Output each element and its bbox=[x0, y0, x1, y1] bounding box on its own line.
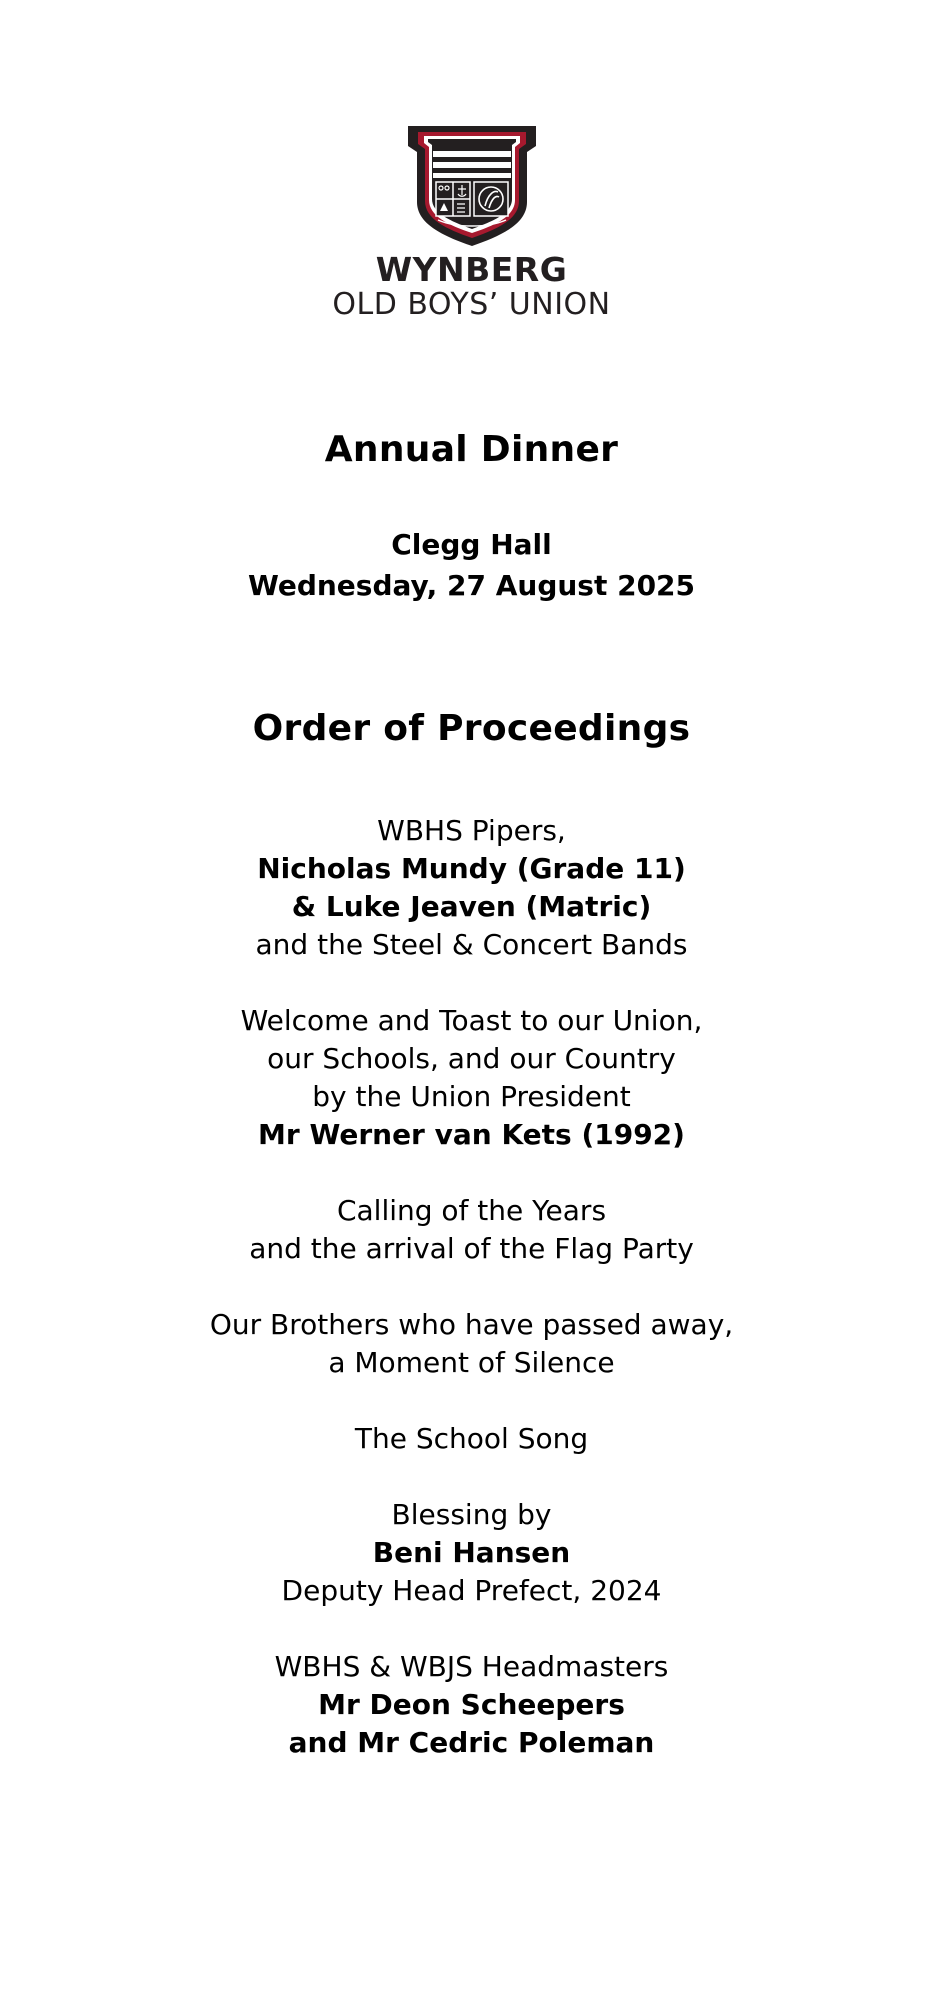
item-line-bold: & Luke Jeaven (Matric) bbox=[291, 890, 652, 923]
union-logo bbox=[0, 124, 943, 322]
item-line: WBHS Pipers, bbox=[377, 814, 566, 847]
proceedings-list bbox=[0, 812, 943, 1800]
proceedings-item bbox=[0, 1192, 943, 1268]
proceedings-title: Order of Proceedings bbox=[252, 708, 691, 749]
school-crest-icon bbox=[406, 124, 538, 248]
item-line: and the Steel & Concert Bands bbox=[255, 928, 688, 961]
item-line: The School Song bbox=[354, 1422, 589, 1455]
item-line-bold: and Mr Cedric Poleman bbox=[288, 1726, 655, 1759]
item-line: Calling of the Years bbox=[336, 1194, 607, 1227]
item-line-bold: Beni Hansen bbox=[372, 1536, 571, 1569]
item-line: Our Brothers who have passed away, bbox=[209, 1308, 734, 1341]
item-line: and the arrival of the Flag Party bbox=[249, 1232, 694, 1265]
event-date: Wednesday, 27 August 2025 bbox=[247, 569, 696, 602]
item-line: a Moment of Silence bbox=[328, 1346, 615, 1379]
proceedings-item bbox=[0, 1306, 943, 1382]
proceedings-item bbox=[0, 1648, 943, 1762]
item-line-bold: Mr Deon Scheepers bbox=[318, 1688, 625, 1721]
item-line-bold: Nicholas Mundy (Grade 11) bbox=[257, 852, 686, 885]
item-line: our Schools, and our Country bbox=[267, 1042, 676, 1075]
item-line: Deputy Head Prefect, 2024 bbox=[281, 1574, 662, 1607]
event-title: Annual Dinner bbox=[324, 429, 619, 470]
proceedings-item bbox=[0, 812, 943, 964]
item-line: Welcome and Toast to our Union, bbox=[240, 1004, 703, 1037]
logo-text-old-boys-union: OLD BOYS’ UNION bbox=[332, 287, 611, 322]
event-venue: Clegg Hall bbox=[391, 528, 552, 561]
item-line-bold: Mr Werner van Kets (1992) bbox=[258, 1118, 685, 1151]
proceedings-item bbox=[0, 1420, 943, 1458]
item-line: by the Union President bbox=[312, 1080, 631, 1113]
item-line: Blessing by bbox=[391, 1498, 552, 1531]
logo-text-wynberg: WYNBERG bbox=[375, 250, 568, 289]
item-line: WBHS & WBJS Headmasters bbox=[274, 1650, 669, 1683]
proceedings-item bbox=[0, 1002, 943, 1154]
proceedings-item bbox=[0, 1496, 943, 1610]
